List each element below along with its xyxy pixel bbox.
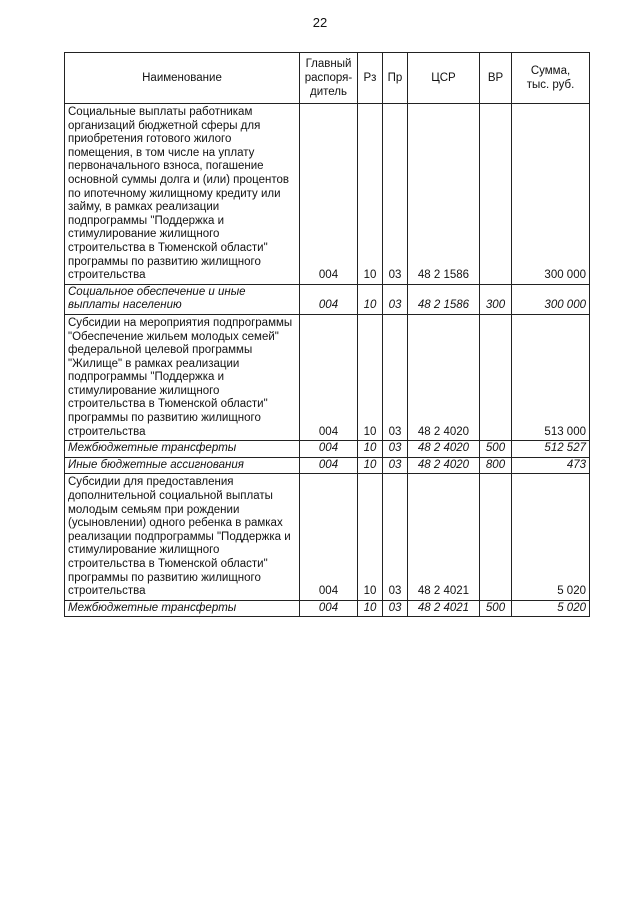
row-sum: 300 000 (512, 284, 590, 314)
row-csr: 48 2 1586 (408, 104, 480, 285)
row-csr: 48 2 4020 (408, 441, 480, 458)
row-name: Субсидии для предоставления дополнительной социальной выплаты молодым семьям при рождении (усыновлении) одного ребенка в рамках реализации подпрограммы "Поддержка и стимулирование жилищного строительства в Тюменской области" программы по развитию жилищного строительства (65, 474, 300, 600)
row-manager: 004 (300, 284, 358, 314)
row-vr: 800 (480, 457, 512, 474)
row-csr: 48 2 4021 (408, 600, 480, 617)
row-pr: 03 (383, 457, 408, 474)
row-manager: 004 (300, 104, 358, 285)
row-pr: 03 (383, 441, 408, 458)
row-sum: 5 020 (512, 600, 590, 617)
row-manager: 004 (300, 474, 358, 600)
row-sum: 512 527 (512, 441, 590, 458)
row-name: Межбюджетные трансферты (65, 600, 300, 617)
table-row (65, 314, 590, 440)
header-name: Наименование (65, 53, 300, 104)
table-row (65, 284, 590, 314)
header-rz: Рз (358, 53, 383, 104)
row-rz: 10 (358, 474, 383, 600)
row-manager: 004 (300, 314, 358, 440)
row-vr: 500 (480, 600, 512, 617)
row-manager: 004 (300, 441, 358, 458)
row-sum: 300 000 (512, 104, 590, 285)
row-name: Иные бюджетные ассигнования (65, 457, 300, 474)
row-rz: 10 (358, 441, 383, 458)
row-pr: 03 (383, 284, 408, 314)
row-pr: 03 (383, 104, 408, 285)
row-pr: 03 (383, 600, 408, 617)
row-manager: 004 (300, 457, 358, 474)
row-rz: 10 (358, 457, 383, 474)
row-name: Социальные выплаты работникам организаций бюджетной сферы для приобретения готового жилого помещения, в том числе на уплату первоначального взноса, погашение основной суммы долга и (или) процентов по ипотечному жилищному кредиту или займу, в рамках реализации подпрограммы "Поддержка и стимулирование жилищного строительства в Тюменской области" программы по развитию жилищного строительства (65, 104, 300, 285)
row-csr: 48 2 4020 (408, 314, 480, 440)
row-sum: 513 000 (512, 314, 590, 440)
row-csr: 48 2 4021 (408, 474, 480, 600)
row-sum: 5 020 (512, 474, 590, 600)
row-manager: 004 (300, 600, 358, 617)
page-number: 22 (312, 15, 328, 30)
row-vr (480, 474, 512, 600)
header-row (65, 53, 590, 104)
row-rz: 10 (358, 600, 383, 617)
header-vr: ВР (480, 53, 512, 104)
row-pr: 03 (383, 474, 408, 600)
row-sum: 473 (512, 457, 590, 474)
row-vr (480, 104, 512, 285)
table-row (65, 474, 590, 600)
header-pr: Пр (383, 53, 408, 104)
header-manager: Главный распоря- дитель (300, 53, 358, 104)
header-csr: ЦСР (408, 53, 480, 104)
table-row (65, 104, 590, 285)
row-rz: 10 (358, 104, 383, 285)
row-csr: 48 2 4020 (408, 457, 480, 474)
row-rz: 10 (358, 314, 383, 440)
header-sum: Сумма, тыс. руб. (512, 53, 590, 104)
row-pr: 03 (383, 314, 408, 440)
row-name: Межбюджетные трансферты (65, 441, 300, 458)
budget-table (64, 52, 590, 617)
table-row (65, 441, 590, 458)
table-row (65, 600, 590, 617)
row-csr: 48 2 1586 (408, 284, 480, 314)
row-name: Социальное обеспечение и иные выплаты населению (65, 284, 300, 314)
row-vr (480, 314, 512, 440)
table-row (65, 457, 590, 474)
row-rz: 10 (358, 284, 383, 314)
row-vr: 500 (480, 441, 512, 458)
row-vr: 300 (480, 284, 512, 314)
row-name: Субсидии на мероприятия подпрограммы "Обеспечение жильем молодых семей" федеральной целевой программы "Жилище" в рамках реализации подпрограммы "Поддержка и стимулирование жилищного строительства в Тюменской области" программы по развитию жилищного строительства (65, 314, 300, 440)
